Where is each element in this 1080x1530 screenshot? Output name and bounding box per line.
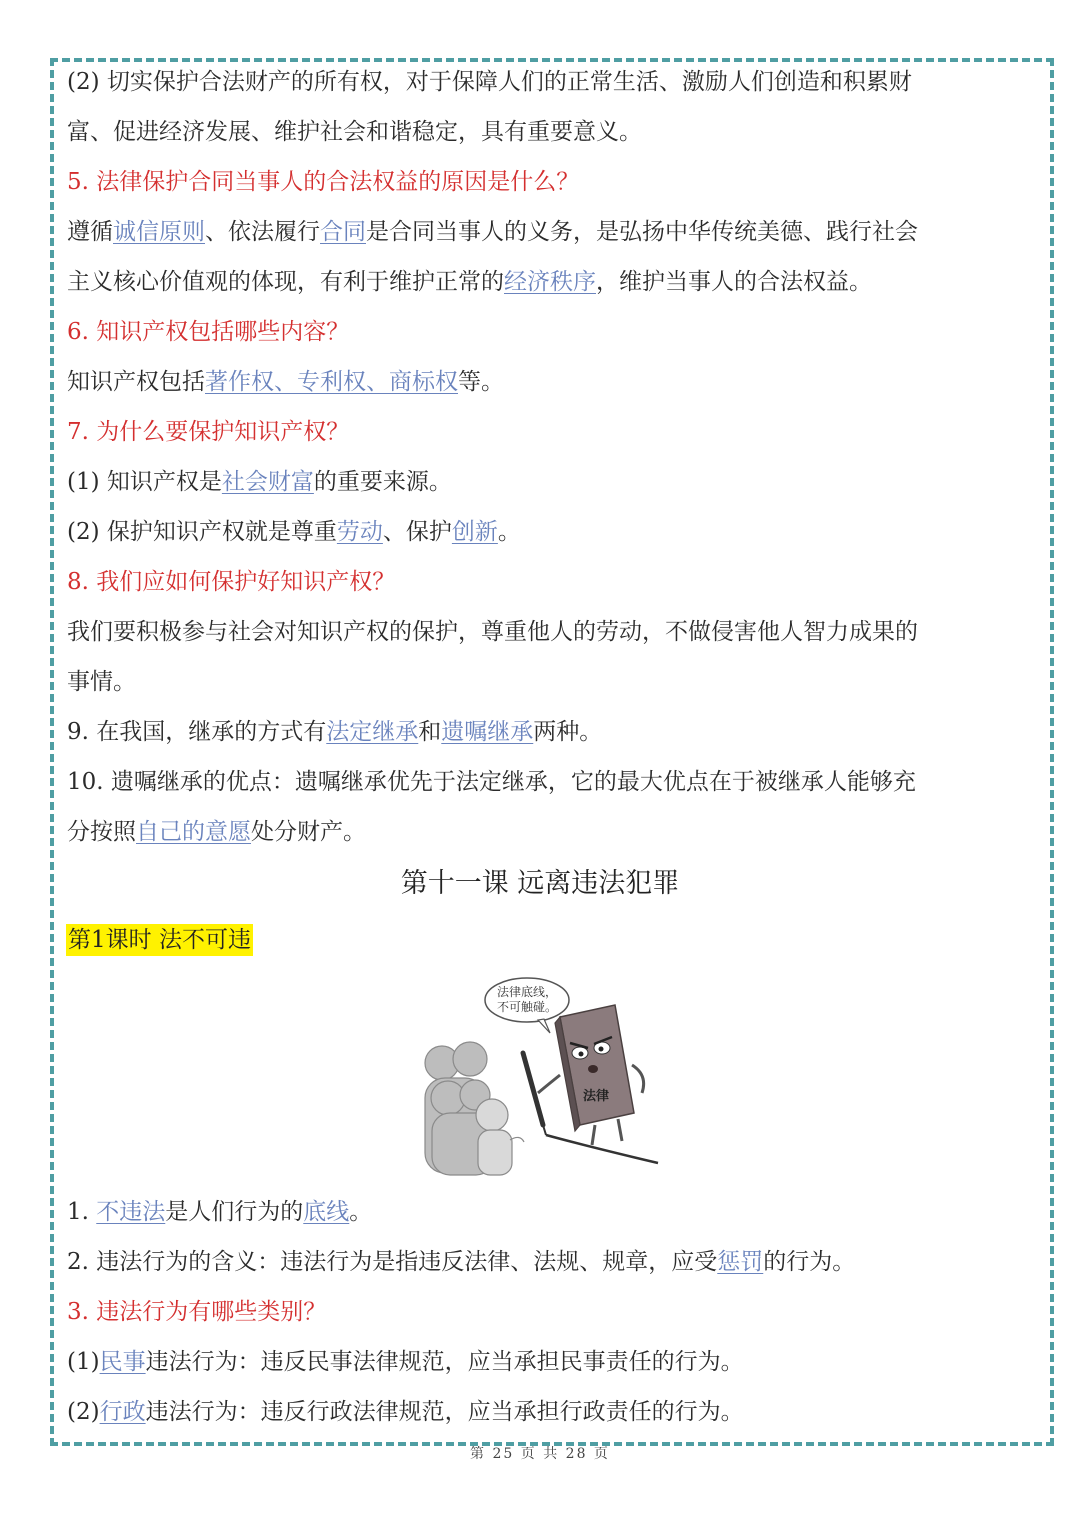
text-line: 我们要积极参与社会对知识产权的保护，尊重他人的劳动，不做侵害他人智力成果的 xyxy=(67,619,918,645)
speech-text-1: 法律底线， xyxy=(496,985,558,999)
text-line: 1. 不违法是人们行为的底线。 xyxy=(67,1199,373,1225)
question-heading: 6. 知识产权包括哪些内容？ xyxy=(67,319,350,345)
question-heading: 8. 我们应如何保护好知识产权？ xyxy=(67,569,396,595)
text-line: 遵循诚信原则、依法履行合同是合同当事人的义务，是弘扬中华传统美德、践行社会 xyxy=(67,219,918,245)
text-line: (1)民事违法行为：违反民事法律规范，应当承担民事责任的行为。 xyxy=(67,1349,744,1375)
page-footer: 第 25 页 共 28 页 xyxy=(470,1446,610,1462)
question-heading: 5. 法律保护合同当事人的合法权益的原因是什么？ xyxy=(67,169,580,195)
answer-blank: 民事 xyxy=(99,1349,146,1375)
lesson-title: 第十一课 远离违法犯罪 xyxy=(400,868,680,899)
answer-blank: 行政 xyxy=(99,1399,146,1425)
book-label: 法律 xyxy=(582,1089,610,1104)
text-line: 分按照自己的意愿处分财产。 xyxy=(67,819,366,845)
law-bottom-line-illustration xyxy=(420,975,660,1177)
speech-text-2: 不可触碰。 xyxy=(496,1000,558,1014)
answer-blank: 遗嘱继承 xyxy=(441,719,534,745)
text-line: 富、促进经济发展、维护社会和谐稳定，具有重要意义。 xyxy=(67,119,642,145)
question-heading: 3. 违法行为有哪些类别？ xyxy=(67,1299,327,1325)
section-highlight: 第1课时 法不可违 xyxy=(66,924,253,956)
answer-blank: 诚信原则 xyxy=(113,219,205,245)
answer-blank: 惩罚 xyxy=(717,1249,764,1275)
answer-blank: 合同 xyxy=(320,219,366,245)
text-line: 事情。 xyxy=(67,669,136,695)
answer-blank: 底线 xyxy=(303,1199,350,1225)
answer-blank: 经济秩序 xyxy=(504,269,596,295)
people-crowd xyxy=(425,1042,524,1175)
answer-blank: 劳动 xyxy=(336,519,383,545)
question-heading: 7. 为什么要保护知识产权？ xyxy=(67,419,350,445)
text-line: 2. 违法行为的含义：违法行为是指违反法律、法规、规章，应受惩罚的行为。 xyxy=(67,1249,856,1275)
answer-blank: 法定继承 xyxy=(326,719,419,745)
text-line: 主义核心价值观的体现，有利于维护正常的经济秩序，维护当事人的合法权益。 xyxy=(67,269,872,295)
text-line: (2) 保护知识产权就是尊重劳动、保护创新。 xyxy=(67,519,521,545)
law-book-character xyxy=(538,1005,644,1145)
text-line: (2)行政违法行为：违反行政法律规范，应当承担行政责任的行为。 xyxy=(67,1399,744,1425)
text-line: (2) 切实保护合法财产的所有权，对于保障人们的正常生活、激励人们创造和积累财 xyxy=(67,69,912,95)
answer-blank: 著作权、专利权、商标权 xyxy=(205,369,458,395)
text-line: 10. 遗嘱继承的优点：遗嘱继承优先于法定继承，它的最大优点在于被继承人能够充 xyxy=(67,769,916,795)
answer-blank: 自己的意愿 xyxy=(136,819,251,845)
text-line: (1) 知识产权是社会财富的重要来源。 xyxy=(67,469,452,495)
text-line: 9. 在我国，继承的方式有法定继承和遗嘱继承两种。 xyxy=(67,719,603,745)
answer-blank: 社会财富 xyxy=(221,469,314,495)
answer-blank: 不违法 xyxy=(96,1199,166,1225)
text-line: 知识产权包括著作权、专利权、商标权等。 xyxy=(67,369,504,395)
answer-blank: 创新 xyxy=(451,519,498,545)
